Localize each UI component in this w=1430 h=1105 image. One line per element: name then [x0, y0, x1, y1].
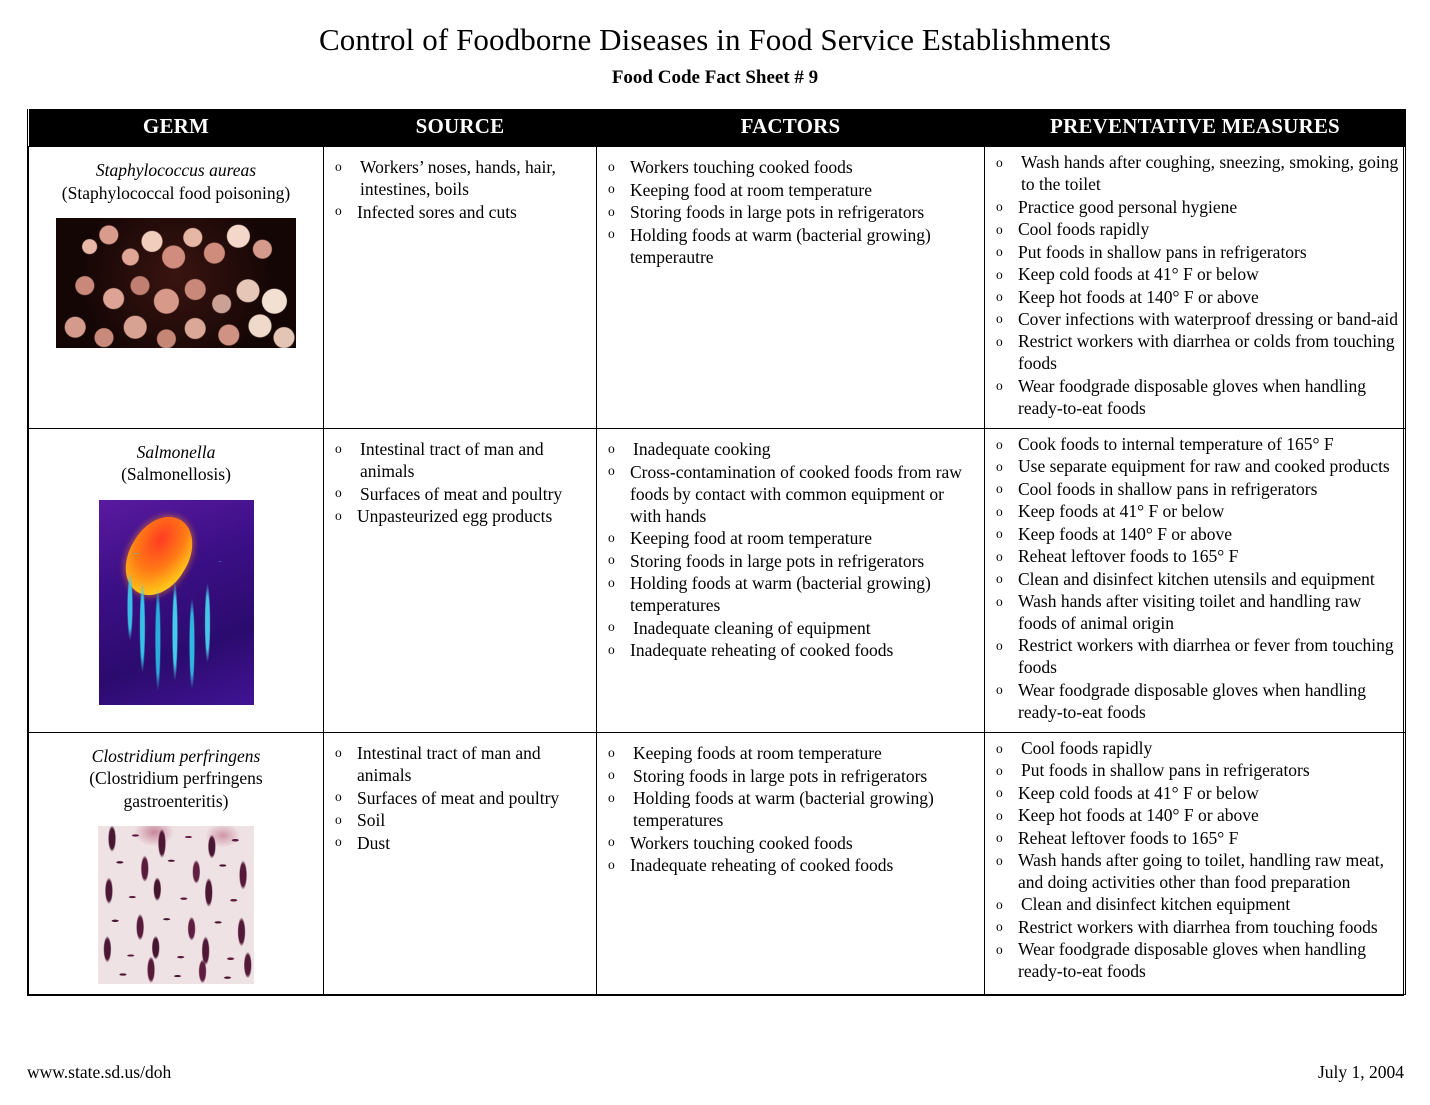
preventative-measures-list — [993, 152, 1399, 419]
list-item: o Wear foodgrade disposable gloves when handling ready-to-eat foods — [993, 680, 1399, 724]
list-item: o Unpasteurized egg products — [332, 505, 590, 527]
column-header-germ: GERM — [29, 109, 324, 147]
list-item: o Use separate equipment for raw and cooked products — [993, 456, 1399, 478]
list-item: o Workers’ noses, hands, hair, intestines, boils — [332, 156, 590, 200]
list-item: o Wear foodgrade disposable gloves when handling ready-to-eat foods — [993, 939, 1399, 983]
list-item: o Restrict workers with diarrhea from touching foods — [993, 917, 1399, 939]
list-item: o Storing foods in large pots in refrigerators — [605, 765, 978, 787]
source-list — [332, 156, 590, 223]
list-item: o Keeping food at room temperature — [605, 179, 978, 201]
list-item: o Wash hands after going to toilet, handling raw meat, and doing activities other than food preparation — [993, 850, 1399, 894]
list-item: o Inadequate cooking — [605, 438, 978, 460]
germ-scientific-name: Staphylococcus aureas — [95, 160, 257, 181]
list-item: o Holding foods at warm (bacterial growing) temperatures — [605, 787, 978, 831]
preventative-measures-list — [993, 434, 1399, 723]
list-item: o Workers touching cooked foods — [605, 832, 978, 854]
factors-list — [605, 742, 978, 876]
factors-cell — [597, 147, 985, 429]
factors-list — [605, 438, 978, 661]
germ-common-name: (Clostridium perfringens gastroenteritis) — [89, 768, 263, 811]
list-item: o Soil — [332, 809, 590, 831]
source-list — [332, 438, 590, 527]
preventative-measures-list — [993, 738, 1399, 983]
column-header-source: SOURCE — [324, 109, 597, 147]
list-item: o Keep hot foods at 140° F or above — [993, 805, 1399, 827]
germ-scientific-name: Salmonella — [136, 442, 216, 463]
list-item: o Intestinal tract of man and animals — [332, 438, 590, 482]
fact-sheet-table — [28, 109, 1406, 995]
table-row — [29, 429, 1406, 733]
table-row — [29, 733, 1406, 995]
list-item: o Surfaces of meat and poultry — [332, 787, 590, 809]
source-cell — [324, 147, 597, 429]
footer-date: July 1, 2004 — [1317, 1062, 1404, 1082]
list-item: o Keep foods at 140° F or above — [993, 524, 1399, 546]
list-item: o Holding foods at warm (bacterial growing) temperautre — [605, 224, 978, 268]
page-title: Control of Foodborne Diseases in Food Service Establishments — [318, 22, 1112, 57]
list-item: o Cool foods rapidly — [993, 219, 1399, 241]
germ-common-name: (Salmonellosis) — [121, 464, 231, 485]
germ-scientific-name: Clostridium perfringens — [91, 746, 261, 767]
list-item: o Wash hands after visiting toilet and handling raw foods of animal origin — [993, 591, 1399, 635]
list-item: o Restrict workers with diarrhea or fever from touching foods — [993, 635, 1399, 679]
list-item: o Inadequate cleaning of equipment — [605, 617, 978, 639]
preventative-measures-cell — [985, 147, 1406, 429]
preventative-measures-cell — [985, 429, 1406, 733]
column-header-preventative-measures: PREVENTATIVE MEASURES — [985, 109, 1406, 147]
list-item: o Reheat leftover foods to 165° F — [993, 546, 1399, 568]
list-item: o Reheat leftover foods to 165° F — [993, 828, 1399, 850]
list-item: o Put foods in shallow pans in refrigerators — [993, 760, 1399, 782]
staphylococcus-micrograph — [56, 218, 296, 348]
table-row — [29, 147, 1406, 429]
list-item: o Workers touching cooked foods — [605, 156, 978, 178]
source-cell — [324, 429, 597, 733]
germ-cell — [29, 147, 324, 429]
list-item: o Put foods in shallow pans in refrigerators — [993, 242, 1399, 264]
list-item: o Storing foods in large pots in refrigerators — [605, 550, 978, 572]
list-item: o Inadequate reheating of cooked foods — [605, 639, 978, 661]
list-item: o Cross-contamination of cooked foods from raw foods by contact with common equipment or with hands — [605, 461, 978, 527]
fact-sheet-table-wrapper — [27, 109, 1404, 996]
factors-list — [605, 156, 978, 268]
column-header-factors: FACTORS — [597, 109, 985, 147]
title-block — [0, 0, 1430, 88]
list-item: o Wear foodgrade disposable gloves when handling ready-to-eat foods — [993, 376, 1399, 420]
page-footer — [27, 1062, 1404, 1083]
list-item: o Cover infections with waterproof dressing or band-aid — [993, 309, 1399, 331]
germ-common-name: (Staphylococcal food poisoning) — [61, 182, 291, 203]
list-item: o Cook foods to internal temperature of 165° F — [993, 434, 1399, 456]
list-item: o Infected sores and cuts — [332, 201, 590, 223]
list-item: o Clean and disinfect kitchen equipment — [993, 894, 1399, 916]
table-header — [29, 109, 1406, 147]
list-item: o Inadequate reheating of cooked foods — [605, 854, 978, 876]
table-header-row — [29, 109, 1406, 147]
factors-cell — [597, 733, 985, 995]
germ-cell — [29, 733, 324, 995]
list-item: o Surfaces of meat and poultry — [332, 483, 590, 505]
list-item: o Holding foods at warm (bacterial growing) temperatures — [605, 572, 978, 616]
list-item: o Keeping food at room temperature — [605, 527, 978, 549]
list-item: o Keeping foods at room temperature — [605, 742, 978, 764]
clostridium-micrograph — [98, 826, 254, 984]
preventative-measures-cell — [985, 733, 1406, 995]
list-item: o Keep cold foods at 41° F or below — [993, 264, 1399, 286]
list-item: o Practice good personal hygiene — [993, 197, 1399, 219]
source-cell — [324, 733, 597, 995]
factors-cell — [597, 429, 985, 733]
list-item: o Keep cold foods at 41° F or below — [993, 783, 1399, 805]
salmonella-micrograph — [99, 500, 254, 705]
table-body — [29, 147, 1406, 995]
list-item: o Wash hands after coughing, sneezing, smoking, going to the toilet — [993, 152, 1399, 196]
list-item: o Cool foods rapidly — [993, 738, 1399, 760]
list-item: o Clean and disinfect kitchen utensils and equipment — [993, 569, 1399, 591]
list-item: o Storing foods in large pots in refrigerators — [605, 201, 978, 223]
list-item: o Intestinal tract of man and animals — [332, 742, 590, 786]
list-item: o Cool foods in shallow pans in refrigerators — [993, 479, 1399, 501]
list-item: o Keep hot foods at 140° F or above — [993, 287, 1399, 309]
list-item: o Dust — [332, 832, 590, 854]
footer-website: www.state.sd.us/doh — [27, 1062, 172, 1082]
list-item: o Restrict workers with diarrhea or colds from touching foods — [993, 331, 1399, 375]
source-list — [332, 742, 590, 854]
germ-cell — [29, 429, 324, 733]
list-item: o Keep foods at 41° F or below — [993, 501, 1399, 523]
page-subtitle: Food Code Fact Sheet # 9 — [611, 66, 819, 88]
